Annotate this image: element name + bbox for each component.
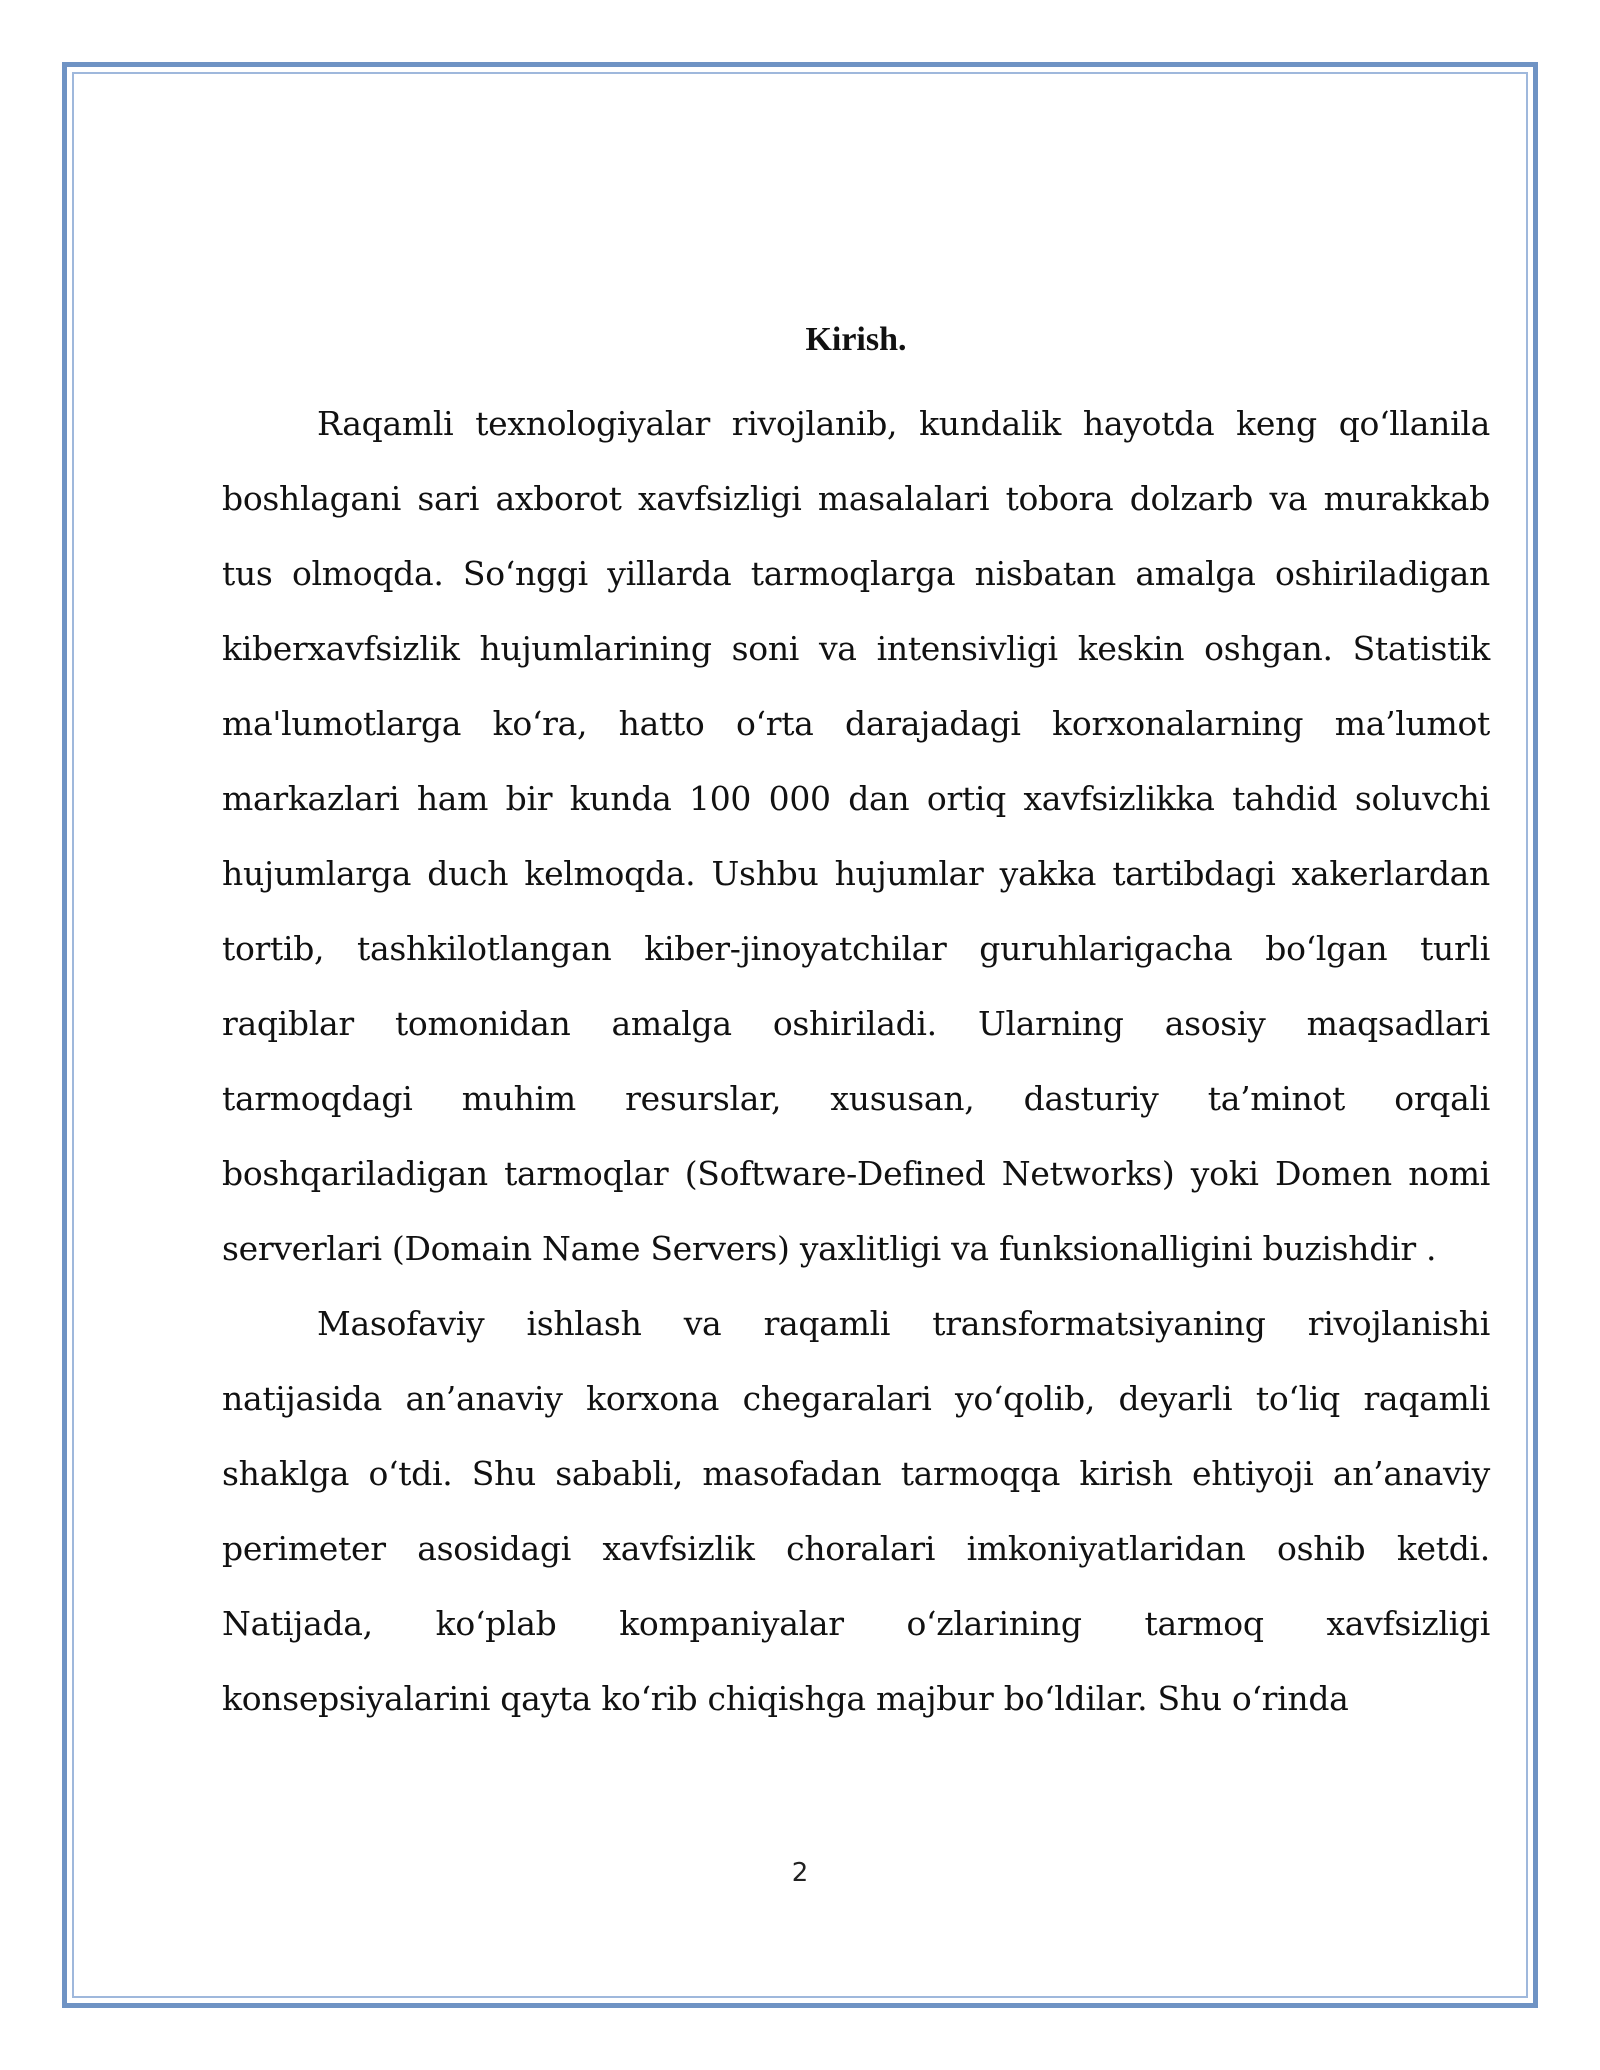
page-number: 2 [791,1858,809,1888]
paragraph-1: Raqamli texnologiyalar rivojlanib, kundalik hayotda keng qo‘llanila boshlagani sari axborot xavfsizligi masalalari tobora dolzarb va murakkab tus olmoqda. So‘nggi yillarda tarmoqlarga nisbatan amalga oshiriladigan kiberxavfsizlik hujumlarining soni va intensivligi keskin oshgan. Statistik ma'lumotlarga ko‘ra, hatto o‘rta darajadagi korxonalarning ma’lumot markazlari ham bir kunda 100 000 dan ortiq xavfsizlikka tahdid soluvchi hujumlarga duch kelmoqda. Ushbu hujumlar yakka tartibdagi xakerlardan tortib, tashkilotlangan kiber-jinoyatchilar guruhlarigacha bo‘lgan turli raqiblar tomonidan amalga oshiriladi. Ularning asosiy maqsadlari tarmoqdagi muhim resurslar, xususan, dasturiy ta’minot orqali boshqariladigan tarmoqlar (Software-Defined Networks) yoki Domen nomi serverlari (Domain Name Servers) yaxlitligi va funksionalligini buzishdir . [222,404,1490,1268]
paragraph-2: Masofaviy ishlash va raqamli transformatsiyaning rivojlanishi natijasida an’anaviy korxona chegaralari yo‘qolib, deyarli to‘liq raqamli shaklga o‘tdi. Shu sababli, masofadan tarmoqqa kirish ehtiyoji an’anaviy perimeter asosidagi xavfsizlik choralari imkoniyatlaridan oshib ketdi. Natijada, ko‘plab kompaniyalar o‘zlarining tarmoq xavfsizligi konsepsiyalarini qayta ko‘rib chiqishga majbur bo‘ldilar. Shu o‘rinda [222,1304,1490,1718]
section-heading: Kirish. [805,321,907,358]
document-body [222,316,1490,1736]
